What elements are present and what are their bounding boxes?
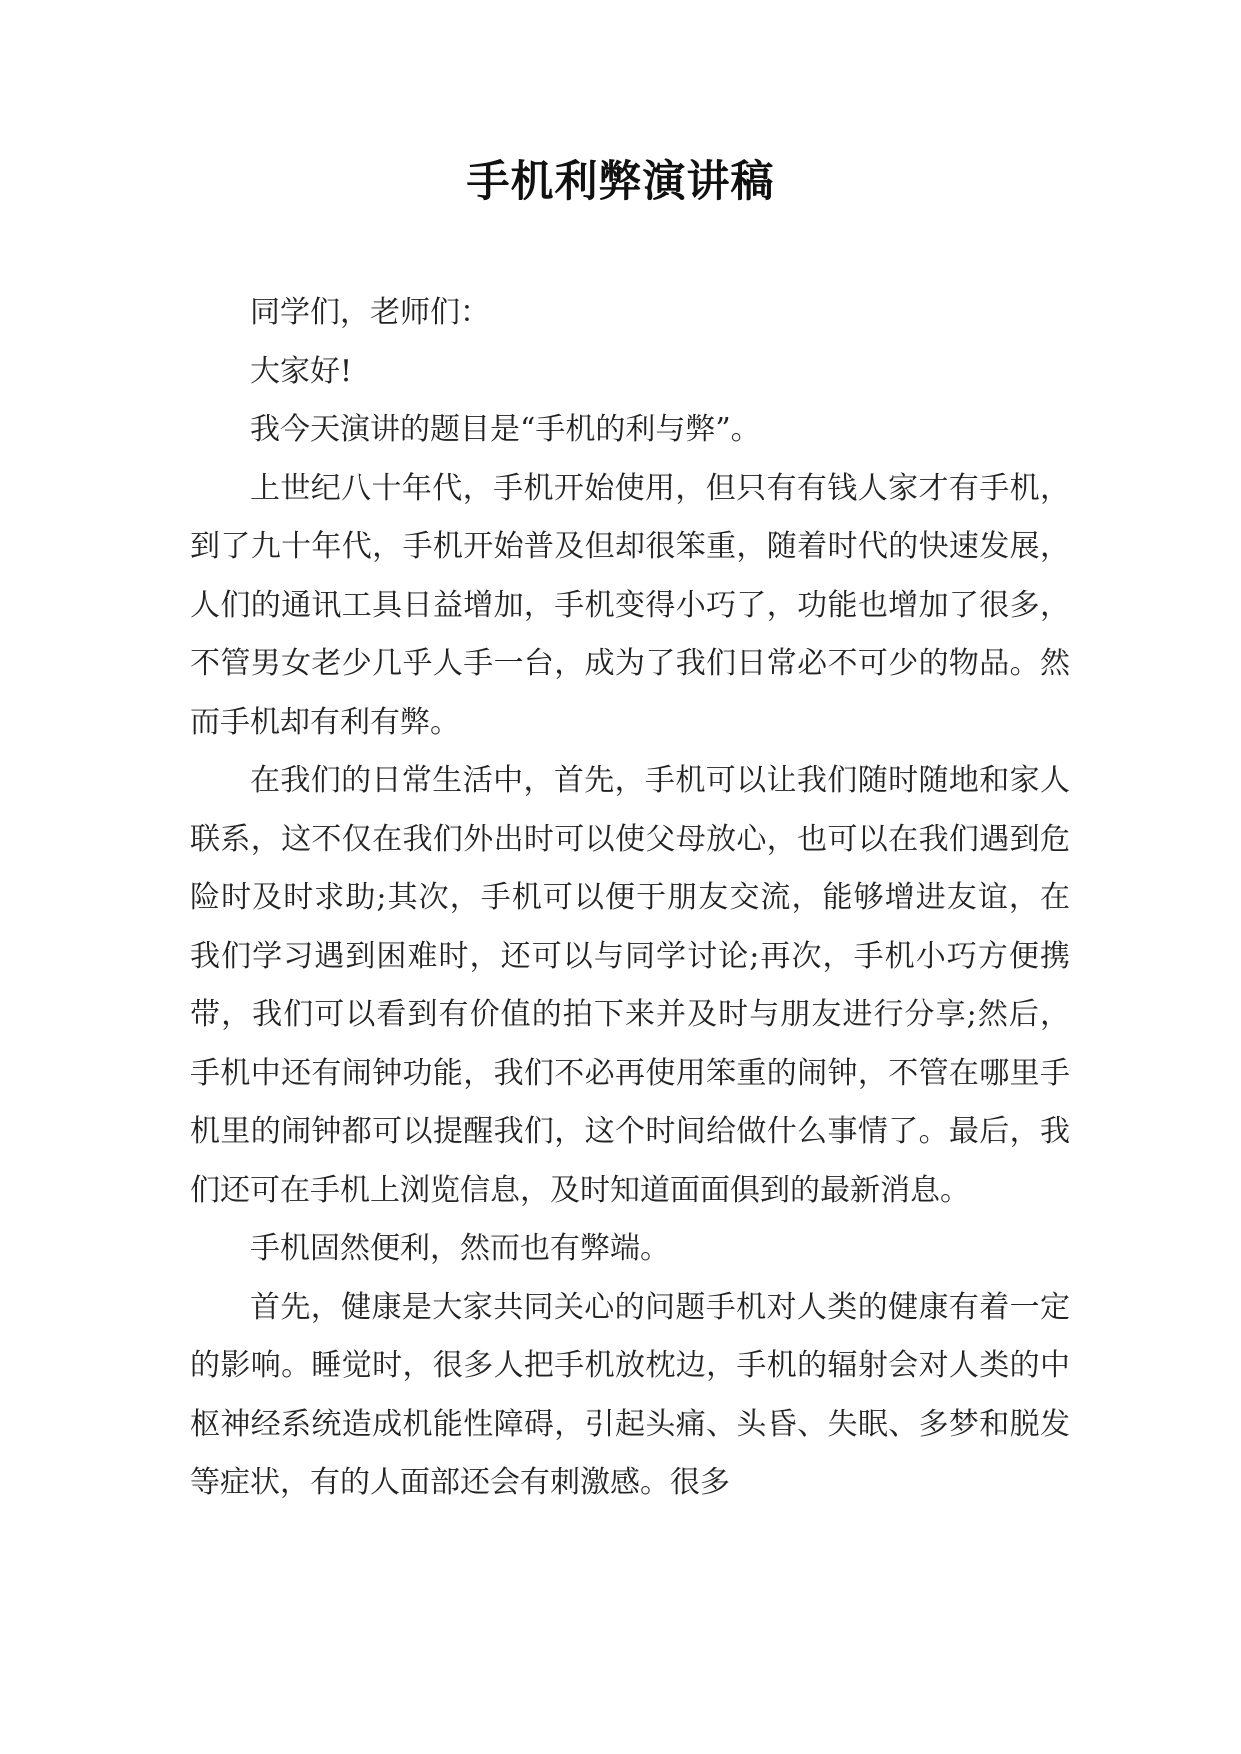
document-body	[190, 284, 1070, 1513]
paragraph-greeting: 同学们，老师们：	[250, 295, 490, 330]
paragraph-hello: 大家好!	[250, 353, 353, 389]
paragraph-history: 上世纪八十年代，手机开始使用，但只有有钱人家才有手机，到了九十年代，手机开始普及但却很笨重，随着时代的快速发展，人们的通讯工具日益增加，手机变得小巧了，功能也增加了很多，不管男女老少几乎人手一台，成为了我们日常必不可少的物品。然而手机却有利有弊。	[190, 470, 1070, 740]
document-title: 手机利弊演讲稿	[466, 157, 775, 207]
paragraph-topic: 我今天演讲的题目是“手机的利与弊”。	[250, 412, 761, 447]
paragraph-benefits: 在我们的日常生活中，首先，手机可以让我们随时随地和家人联系，这不仅在我们外出时可以使父母放心，也可以在我们遇到危险时及时求助;其次，手机可以便于朋友交流，能够增进友谊，在我们学习遇到困难时，还可以与同学讨论;再次，手机小巧方便携带，我们可以看到有价值的拍下来并及时与朋友进行分享;然后，手机中还有闹钟功能，我们不必再使用笨重的闹钟，不管在哪里手机里的闹钟都可以提醒我们，这个时间给做什么事情了。最后，我们还可在手机上浏览信息，及时知道面面俱到的最新消息。	[190, 763, 1070, 1208]
paragraph-transition: 手机固然便利，然而也有弊端。	[250, 1231, 670, 1266]
paragraph-drawbacks: 首先，健康是大家共同关心的问题手机对人类的健康有着一定的影响。睡觉时，很多人把手机放枕边，手机的辐射会对人类的中枢神经系统造成机能性障碍，引起头痛、头昏、失眠、多梦和脱发等症状，有的人面部还会有刺激感。很多	[190, 1289, 1070, 1500]
